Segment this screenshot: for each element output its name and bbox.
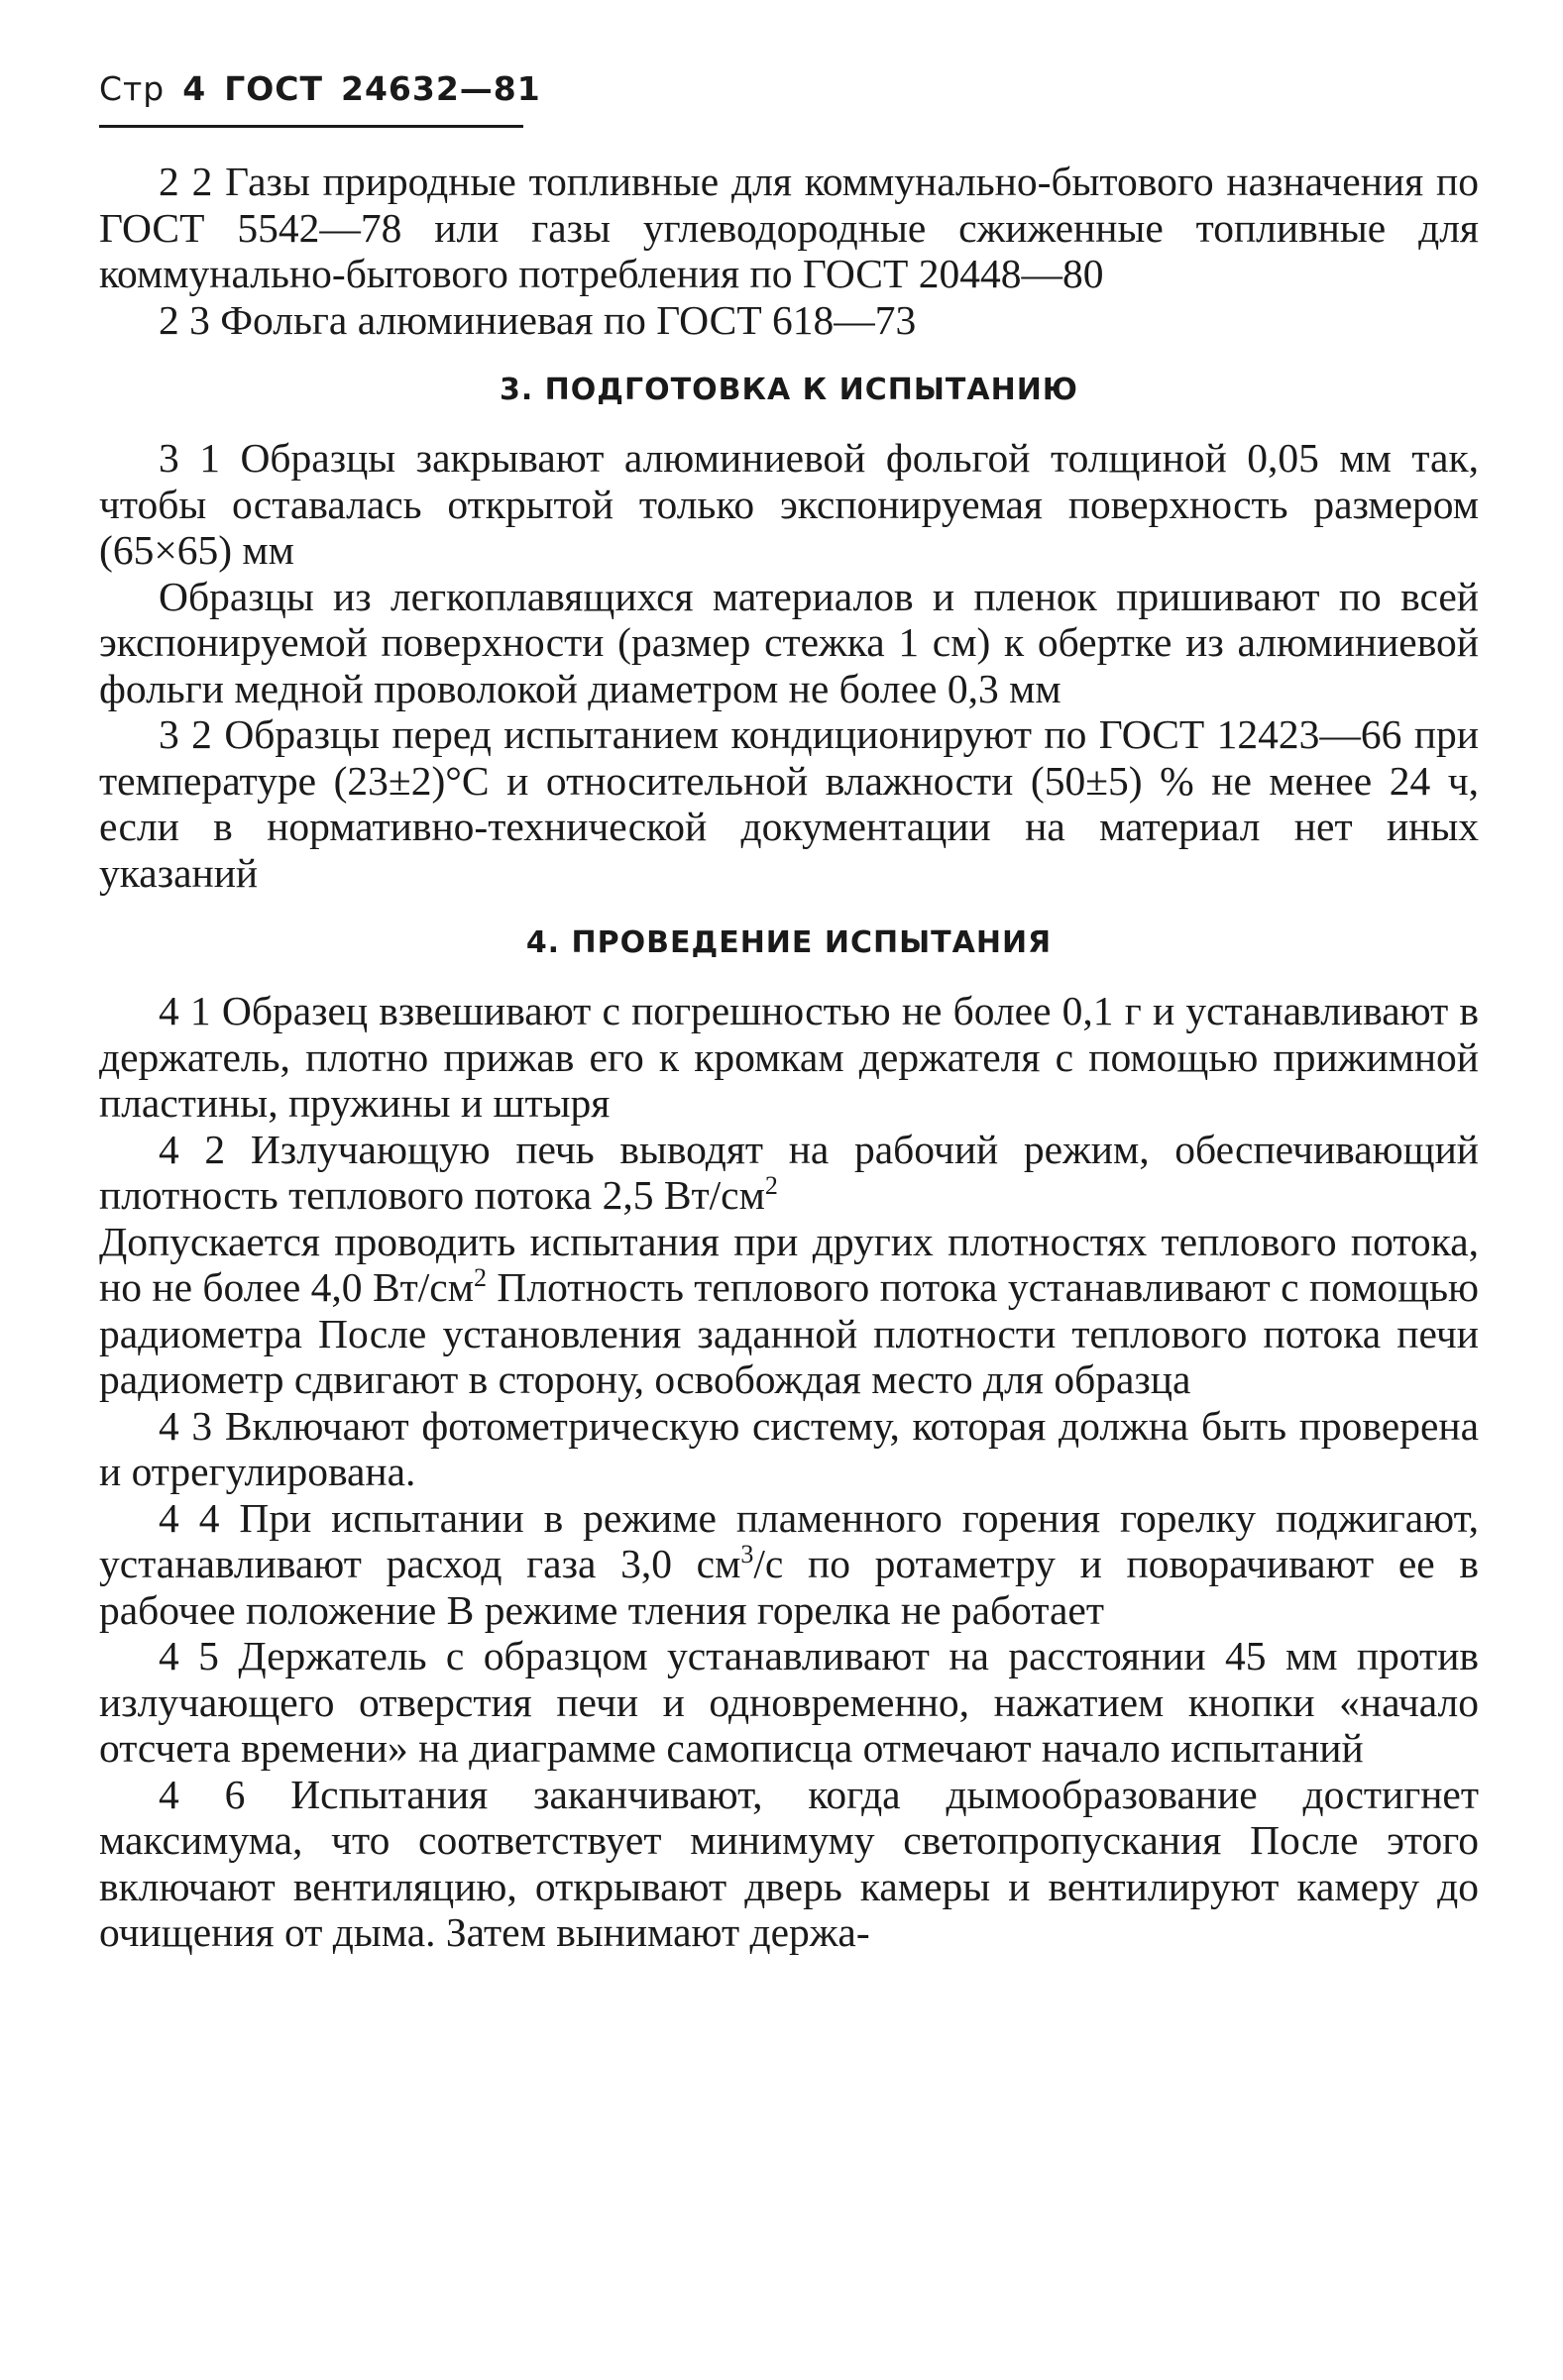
paragraph-2-3: 2 3 Фольга алюминиевая по ГОСТ 618—73 (159, 296, 917, 343)
page-label: Стр (99, 69, 166, 108)
paragraph-3-1: 3 1 Образцы закрывают алюминиевой фольгой толщиной 0,05 мм так, чтобы оставалась открытой только экспонируемая поверхность размером (65×65) мм (99, 435, 1479, 573)
paragraph-2-2: 2 2 Газы природные топливные для коммунально-бытового назначения по ГОСТ 5542—78 или газы углеводородные сжиженные топливные для коммунально-бытового потребления по ГОСТ 20448—80 (99, 159, 1479, 296)
doc-number: 24632—81 (341, 69, 541, 108)
paragraph-4-2-continued-text-2: Плотность теплового потока устанавливают с помощью радиометра После установления заданной плотности теплового потока печи радиометр сдвигают в сторону, освобождая место для образца (99, 1264, 1480, 1402)
paragraph-3-2: 3 2 Образцы перед испытанием кондиционируют по ГОСТ 12423—66 при температуре (23±2)°С и относительной влажности (50±5) % не менее 24 ч, если в нормативно-технической документации на материал нет иных указаний (99, 711, 1479, 896)
paragraph-4-2 (99, 1127, 1479, 1219)
paragraph-4-4 (99, 1495, 1479, 1634)
paragraph-4-3: 4 3 Включают фотометрическую систему, которая должна быть проверена и отрегулирована. (99, 1402, 1479, 1494)
superscript: 2 (764, 1171, 778, 1201)
paragraph-4-2-text: 4 2 Излучающую печь выводят на рабочий режим, обеспечивающий плотность теплового потока 2,5 Вт/см (99, 1126, 1479, 1218)
paragraph-4-2-continued-text-1: Допускается проводить испытания при других плотностях теплового потока, но не более 4,0 Вт/см (99, 1218, 1479, 1310)
paragraph-4-6: 4 6 Испытания заканчивают, когда дымообразование достигнет максимума, что соответствует минимуму светопропускания После этого включают вентиляцию, открывают дверь камеры и вентилируют камеру до очищения от дыма. Затем вынимают держа- (99, 1771, 1479, 1955)
section-3-heading: 3. ПОДГОТОВКА К ИСПЫТАНИЮ (499, 373, 1079, 407)
paragraph-4-1: 4 1 Образец взвешивают с погрешностью не более 0,1 г и устанавливают в держатель, плотно прижав его к кромкам держателя с помощью прижимной пластины, пружины и штыря (99, 988, 1479, 1126)
superscript: 3 (740, 1540, 754, 1569)
superscript: 2 (473, 1263, 487, 1293)
page-header (99, 69, 559, 108)
header-rule (99, 125, 523, 128)
document-body (99, 159, 1479, 1956)
paragraph-4-5: 4 5 Держатель с образцом устанавливают на расстоянии 45 мм против излучающего отверстия печи и одновременно, нажатием кнопки «начало отсчета времени» на диаграмме самописца отмечают начало испытаний (99, 1633, 1479, 1771)
page-number: 4 (182, 69, 207, 108)
paragraph-4-4-text-1: 4 4 При испытании в режиме пламенного горения горелку поджигают, устанавливают расход газа 3,0 см (99, 1494, 1479, 1586)
paragraph-4-2-continued (99, 1219, 1479, 1403)
paragraph-3-1-continued: Образцы из легкоплавящихся материалов и пленок пришивают по всей экспонируемой поверхности (размер стежка 1 см) к обертке из алюминиевой фольги медной проволокой диаметром не более 0,3 мм (99, 573, 1479, 711)
doc-type: ГОСТ (224, 69, 323, 108)
paragraph-4-4-text-2: /с по ротаметру и поворачивают ее в рабочее положение В режиме тления горелка не работает (99, 1541, 1480, 1633)
section-4-heading: 4. ПРОВЕДЕНИЕ ИСПЫТАНИЯ (525, 925, 1053, 960)
